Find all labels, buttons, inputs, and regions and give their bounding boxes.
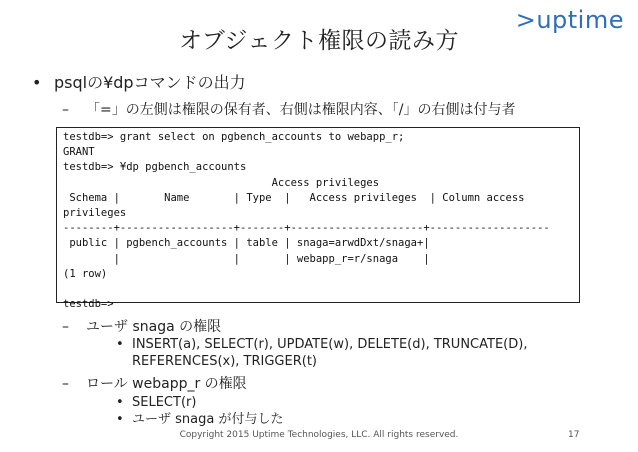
code-line: testdb=> grant select on pgbench_accounts to webapp_r; xyxy=(63,131,405,143)
page-number: 17 xyxy=(568,430,580,440)
sub-bullet-text: SELECT(r) xyxy=(132,395,197,410)
code-line: Schema | Name | Type | Access privileges | Column access xyxy=(63,191,525,204)
dash-icon: – xyxy=(62,376,69,392)
dash-text: ロール webapp_r の権限 xyxy=(86,376,247,392)
sub-bullet-select xyxy=(116,394,416,411)
code-line: GRANT xyxy=(63,146,95,159)
sub-bullet-line-1: INSERT(a), SELECT(r), UPDATE(w), DELETE(d), TRUNCATE(D), xyxy=(132,337,528,352)
uptime-logo: >uptime xyxy=(515,6,624,34)
copyright-footer: Copyright 2015 Uptime Technologies, LLC. All rights reserved. xyxy=(179,430,459,440)
code-line: testdb=> ¥dp pgbench_accounts xyxy=(63,161,247,174)
code-line: Access privileges xyxy=(63,176,380,189)
code-line: privileges xyxy=(63,206,127,219)
dash-item-explanation xyxy=(62,99,515,119)
dash-icon: – xyxy=(62,102,69,118)
bullet-psql-dp xyxy=(32,70,246,93)
dash-icon: – xyxy=(62,319,69,335)
sub-bullet-text: ユーザ snaga が付与した xyxy=(132,412,284,427)
bullet-text: psqlの¥dpコマンドの出力 xyxy=(54,73,246,92)
code-line xyxy=(63,282,573,297)
psql-output-box xyxy=(56,127,580,311)
code-line: (1 row) xyxy=(63,267,108,280)
bullet-dot-icon: • xyxy=(116,337,124,352)
code-line: --------+------------------+-------+---------------------+------------------- xyxy=(63,222,550,235)
dash-text: ユーザ snaga の権限 xyxy=(86,319,222,335)
dash-text: 「=」の左側は権限の保有者、右側は権限内容、「/」の右側は付与者 xyxy=(86,102,516,118)
dash-item-snaga xyxy=(62,316,221,336)
code-line: public | pgbench_accounts | table | snaga=arwdDxt/snaga+| xyxy=(63,237,430,250)
bullet-dot-icon: • xyxy=(116,395,124,410)
slide-title: オブジェクト権限の読み方 xyxy=(179,28,459,54)
sub-bullet-granted-by xyxy=(116,411,416,428)
sub-bullet-line-2: REFERENCES(x), TRIGGER(t) xyxy=(132,354,317,369)
bullet-dot-icon: • xyxy=(116,412,124,427)
bullet-dot-icon: • xyxy=(32,73,42,92)
code-line: testdb=> xyxy=(63,298,114,311)
dash-item-webapp-r xyxy=(62,373,247,393)
code-line: | | | webapp_r=r/snaga | xyxy=(63,252,430,265)
sub-bullet-snaga-privileges xyxy=(116,336,586,370)
